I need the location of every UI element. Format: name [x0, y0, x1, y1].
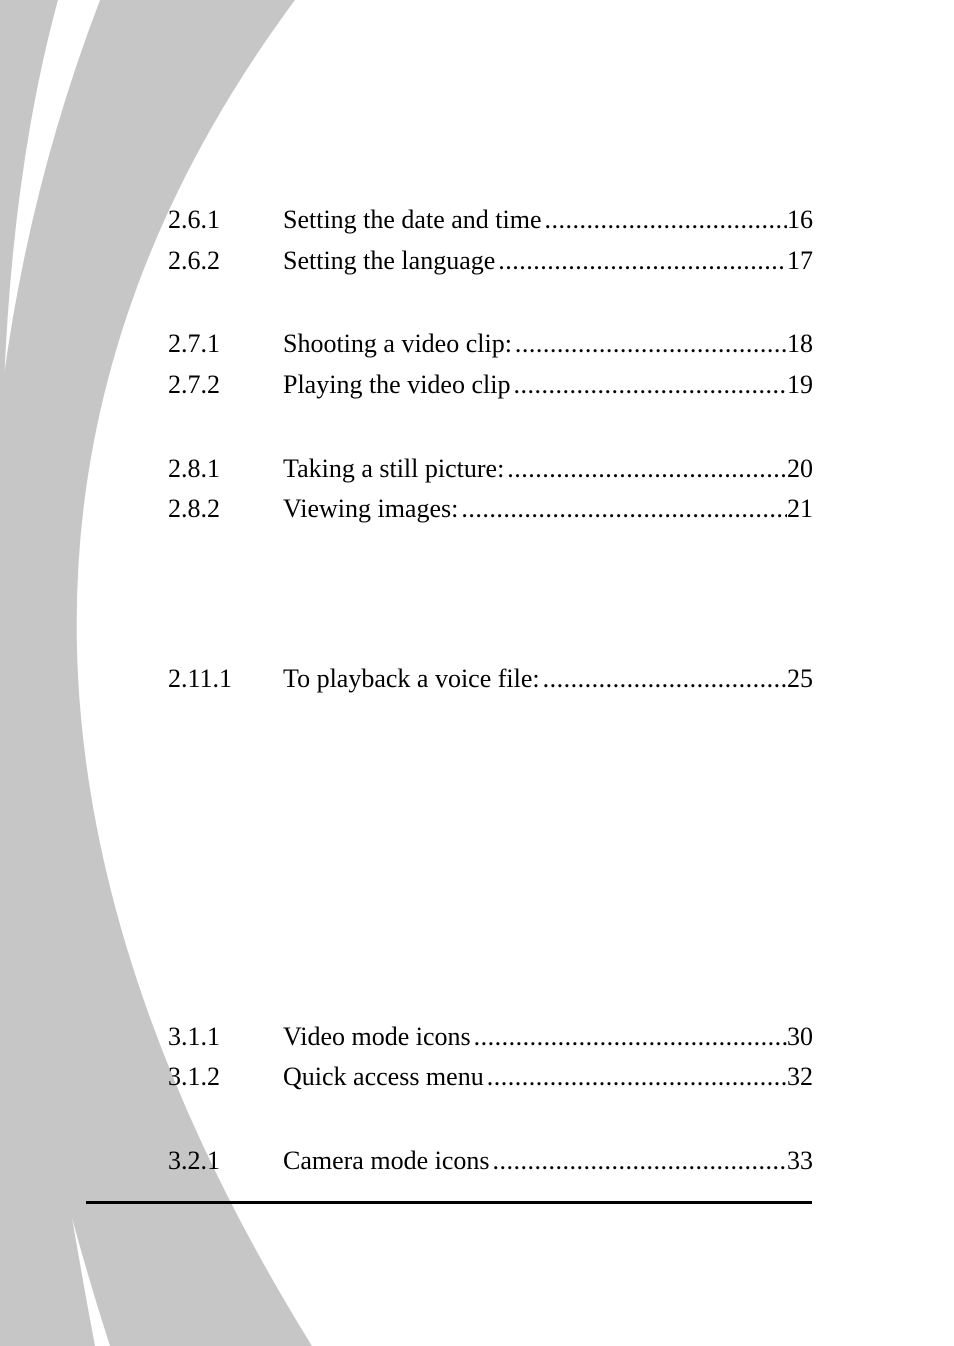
toc-entry-page: 18 [787, 329, 813, 358]
toc-dot-leader [498, 244, 787, 278]
toc-entry-number: 2.7.1 [168, 329, 220, 358]
toc-entry-number: 2.6.2 [168, 246, 220, 275]
toc-dot-leader [545, 203, 788, 237]
toc-dot-leader [487, 1060, 787, 1094]
toc-entry-page: 16 [787, 205, 813, 234]
toc-entry-3-1-2[interactable] [168, 1060, 813, 1094]
toc-dot-leader [493, 1144, 788, 1178]
toc-entry-page: 17 [787, 246, 813, 275]
toc-entry-page: 30 [787, 1022, 813, 1051]
toc-dot-leader [513, 368, 787, 402]
toc-entry-number: 2.7.2 [168, 370, 220, 399]
toc-entry-number: 2.8.1 [168, 454, 220, 483]
toc-entry-title: Shooting a video clip: [283, 329, 512, 358]
toc-entry-title: Viewing images: [283, 494, 459, 523]
toc-entry-number: 3.1.2 [168, 1062, 220, 1091]
toc-dot-leader [515, 327, 787, 361]
toc-dot-leader [543, 662, 787, 696]
toc-entry-page: 20 [787, 454, 813, 483]
toc-entry-title: To playback a voice file: [283, 664, 540, 693]
toc-entry-page: 25 [787, 664, 813, 693]
toc-entry-title: Video mode icons [283, 1022, 471, 1051]
toc-entry-page: 19 [787, 370, 813, 399]
toc-entry-title: Quick access menu [283, 1062, 484, 1091]
toc-entry-number: 3.1.1 [168, 1022, 220, 1051]
toc-entry-title: Camera mode icons [283, 1146, 490, 1175]
toc-entry-title: Setting the language [283, 246, 496, 275]
toc-entry-2-6-1[interactable] [168, 203, 813, 237]
toc-entry-page: 33 [787, 1146, 813, 1175]
toc-entry-3-1-1[interactable] [168, 1020, 813, 1054]
toc-entry-title: Setting the date and time [283, 205, 542, 234]
toc-entry-number: 2.11.1 [168, 664, 233, 693]
toc-dot-leader [507, 452, 787, 486]
toc-entry-2-8-1[interactable] [168, 452, 813, 486]
toc-entry-number: 2.8.2 [168, 494, 220, 523]
toc-dot-leader [474, 1020, 787, 1054]
toc-entry-3-2-1[interactable] [168, 1144, 813, 1178]
toc-entry-2-11-1[interactable] [168, 662, 813, 696]
toc-entry-number: 2.6.1 [168, 205, 220, 234]
footer-rule [86, 1201, 812, 1204]
toc-entry-number: 3.2.1 [168, 1146, 220, 1175]
toc-entry-title: Taking a still picture: [283, 454, 505, 483]
toc-entry-title: Playing the video clip [283, 370, 511, 399]
toc-entry-2-7-2[interactable] [168, 368, 813, 402]
toc-dot-leader [461, 492, 787, 526]
toc-entry-2-6-2[interactable] [168, 244, 813, 278]
toc-entry-page: 32 [787, 1062, 813, 1091]
toc-entry-2-8-2[interactable] [168, 492, 813, 526]
toc-entry-page: 21 [787, 494, 813, 523]
toc-entry-2-7-1[interactable] [168, 327, 813, 361]
